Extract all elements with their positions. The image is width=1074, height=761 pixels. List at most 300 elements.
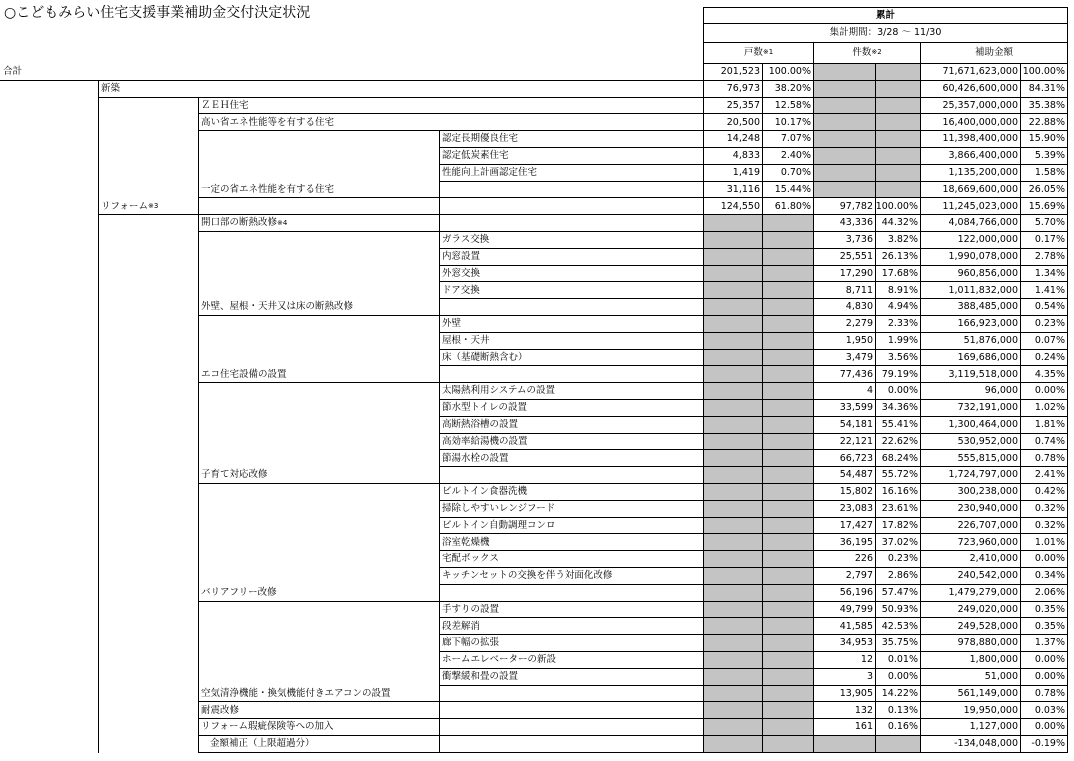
- cell-cases-pct: 34.36%: [875, 400, 920, 417]
- cell-units-pct: [762, 467, 813, 484]
- cell-amount-pct: 2.78%: [1020, 249, 1068, 266]
- cell-cases-pct: 0.23%: [875, 551, 920, 568]
- cell-amount: 51,000: [920, 669, 1020, 686]
- cell-amount-pct: 15.69%: [1020, 198, 1068, 215]
- cell-amount-pct: 1.37%: [1020, 635, 1068, 652]
- row-label: [439, 266, 703, 283]
- row-label-text: 手すりの設置: [442, 603, 500, 615]
- cell-units: [703, 232, 762, 249]
- cell-units-pct: 61.80%: [762, 198, 813, 215]
- cell-cases-pct: [875, 131, 920, 148]
- cell-cases-pct: [875, 64, 920, 81]
- cell-amount: 249,020,000: [920, 602, 1020, 619]
- cell-cases: 43,336: [813, 215, 875, 232]
- cell-amount-pct: 15.90%: [1020, 131, 1068, 148]
- cell-amount: 1,479,279,000: [920, 585, 1020, 602]
- cell-amount-pct: 1.34%: [1020, 266, 1068, 283]
- cell-amount: 11,245,023,000: [920, 198, 1020, 215]
- cell-amount-pct: 0.00%: [1020, 719, 1068, 736]
- row-label: [439, 282, 703, 299]
- cell-cases: 54,181: [813, 417, 875, 434]
- cell-units: [703, 618, 762, 635]
- cell-units: [703, 450, 762, 467]
- cell-units: 76,973: [703, 81, 762, 98]
- row-label: [439, 652, 703, 669]
- row-label: [439, 484, 703, 501]
- cell-units: [703, 736, 762, 753]
- cell-amount: 51,876,000: [920, 333, 1020, 350]
- cell-cases: 2,797: [813, 568, 875, 585]
- cell-units: [703, 266, 762, 283]
- cell-units: 1,419: [703, 165, 762, 182]
- cell-amount: 1,800,000: [920, 652, 1020, 669]
- cell-units: 14,248: [703, 131, 762, 148]
- cell-amount-pct: 0.54%: [1020, 299, 1068, 316]
- cell-amount: 18,669,600,000: [920, 182, 1020, 199]
- cell-amount: 530,952,000: [920, 434, 1020, 451]
- cell-amount: 122,000,000: [920, 232, 1020, 249]
- row-label-note: ※4: [277, 218, 288, 227]
- cell-units: [703, 215, 762, 232]
- cell-amount-pct: 100.00%: [1020, 64, 1068, 81]
- cell-amount: 60,426,600,000: [920, 81, 1020, 98]
- cell-units-pct: 10.17%: [762, 114, 813, 131]
- cell-amount: 71,671,623,000: [920, 64, 1020, 81]
- cell-units: [703, 702, 762, 719]
- cell-cases-pct: 3.56%: [875, 350, 920, 367]
- row-label: [198, 719, 703, 736]
- cell-cases: 12: [813, 652, 875, 669]
- header-units-label: 戸数: [743, 46, 763, 58]
- cell-units: [703, 484, 762, 501]
- cell-amount: 96,000: [920, 383, 1020, 400]
- row-label: [439, 635, 703, 652]
- cell-units: [703, 551, 762, 568]
- cell-units: [703, 249, 762, 266]
- row-label-text: 金額補正（上限超過分）: [210, 738, 315, 750]
- cell-amount: 1,724,797,000: [920, 467, 1020, 484]
- header-period: 集計期間：3/28 ～ 11/30: [703, 23, 1068, 43]
- cell-units: [703, 686, 762, 703]
- row-label-text: 掃除しやすいレンジフード: [442, 502, 556, 514]
- cell-amount: 1,135,200,000: [920, 165, 1020, 182]
- cell-units-pct: [762, 618, 813, 635]
- cell-amount-pct: 22.88%: [1020, 114, 1068, 131]
- cell-cases: 132: [813, 702, 875, 719]
- row-label-text: 耐震改修: [201, 704, 240, 716]
- row-label: [198, 215, 703, 232]
- cell-units: [703, 350, 762, 367]
- cell-cases-pct: 79.19%: [875, 366, 920, 383]
- row-label-text: 屋根・天井: [442, 334, 490, 346]
- cell-amount-pct: 1.58%: [1020, 165, 1068, 182]
- cell-cases-pct: [875, 114, 920, 131]
- cell-units: 20,500: [703, 114, 762, 131]
- row-label-text: 合計: [3, 66, 23, 78]
- row-label: [198, 114, 703, 131]
- cell-cases-pct: 2.33%: [875, 316, 920, 333]
- cell-amount: 19,950,000: [920, 702, 1020, 719]
- cell-units: 124,550: [703, 198, 762, 215]
- cell-units-pct: [762, 669, 813, 686]
- cell-amount: 240,542,000: [920, 568, 1020, 585]
- cell-cases: 2,279: [813, 316, 875, 333]
- cell-amount-pct: 0.74%: [1020, 434, 1068, 451]
- cell-cases-pct: 55.41%: [875, 417, 920, 434]
- cell-cases: 66,723: [813, 450, 875, 467]
- cell-cases-pct: 0.13%: [875, 702, 920, 719]
- cell-units-pct: [762, 215, 813, 232]
- row-label-text: 衝撃緩和畳の設置: [442, 670, 519, 682]
- row-label: [98, 198, 703, 215]
- cell-cases-pct: [875, 736, 920, 753]
- cell-units-pct: [762, 333, 813, 350]
- cell-amount: 555,815,000: [920, 450, 1020, 467]
- row-label-text: リフォーム瑕疵保険等への加入: [201, 721, 334, 733]
- row-label: [439, 417, 703, 434]
- row-label-text: 廊下幅の拡張: [442, 637, 500, 649]
- row-label-text: 外壁: [442, 318, 462, 330]
- cell-cases-pct: 55.72%: [875, 467, 920, 484]
- cell-amount: 1,127,000: [920, 719, 1020, 736]
- row-label-text: 新築: [101, 82, 121, 94]
- cell-units-pct: [762, 266, 813, 283]
- cell-amount-pct: 0.42%: [1020, 484, 1068, 501]
- cell-cases-pct: 17.68%: [875, 266, 920, 283]
- cell-units: [703, 602, 762, 619]
- cell-cases: [813, 64, 875, 81]
- cell-amount-pct: 0.35%: [1020, 602, 1068, 619]
- cell-cases: 15,802: [813, 484, 875, 501]
- cell-units: 201,523: [703, 64, 762, 81]
- cell-amount-pct: 0.32%: [1020, 518, 1068, 535]
- cell-units-pct: [762, 501, 813, 518]
- cell-amount-pct: 0.00%: [1020, 669, 1068, 686]
- cell-units-pct: [762, 316, 813, 333]
- row-label-text: 内窓設置: [442, 250, 481, 262]
- cell-units-pct: [762, 585, 813, 602]
- cell-amount-pct: 0.00%: [1020, 551, 1068, 568]
- cell-amount-pct: 0.35%: [1020, 618, 1068, 635]
- cell-amount-pct: 1.81%: [1020, 417, 1068, 434]
- cell-amount: 226,707,000: [920, 518, 1020, 535]
- cell-amount-pct: 84.31%: [1020, 81, 1068, 98]
- cell-units: [703, 316, 762, 333]
- cell-units-pct: 0.70%: [762, 165, 813, 182]
- row-label: [439, 383, 703, 400]
- cell-units-pct: [762, 383, 813, 400]
- cell-units-pct: 15.44%: [762, 182, 813, 199]
- row-label: [439, 350, 703, 367]
- cell-cases-pct: [875, 98, 920, 115]
- cell-cases-pct: 22.62%: [875, 434, 920, 451]
- cell-cases: 226: [813, 551, 875, 568]
- cell-cases-pct: 0.00%: [875, 383, 920, 400]
- cell-amount: 169,686,000: [920, 350, 1020, 367]
- row-label: [439, 618, 703, 635]
- cell-cases: 3: [813, 669, 875, 686]
- row-label: [198, 702, 703, 719]
- row-label-text: 性能向上計画認定住宅: [442, 166, 538, 178]
- row-label: [439, 518, 703, 535]
- header-units: [703, 42, 813, 64]
- cell-units: [703, 383, 762, 400]
- cell-amount: 1,990,078,000: [920, 249, 1020, 266]
- cell-cases: 33,599: [813, 400, 875, 417]
- cell-amount: 2,410,000: [920, 551, 1020, 568]
- cell-amount: 166,923,000: [920, 316, 1020, 333]
- cell-amount-pct: 5.39%: [1020, 148, 1068, 165]
- row-label: [198, 585, 703, 602]
- cell-amount: 723,960,000: [920, 534, 1020, 551]
- row-label-text: ＺＥＨ住宅: [201, 99, 249, 111]
- cell-units-pct: [762, 484, 813, 501]
- cell-units-pct: [762, 400, 813, 417]
- row-label-text: 外窓交換: [442, 267, 481, 279]
- cell-units: [703, 568, 762, 585]
- cell-units-pct: 2.40%: [762, 148, 813, 165]
- cell-units-pct: 38.20%: [762, 81, 813, 98]
- cell-cases: 22,121: [813, 434, 875, 451]
- cell-cases: 4,830: [813, 299, 875, 316]
- cell-cases: 17,427: [813, 518, 875, 535]
- cell-units-pct: [762, 366, 813, 383]
- cell-units: [703, 434, 762, 451]
- row-label: [439, 232, 703, 249]
- row-label: [198, 182, 703, 199]
- header-amount: 補助金額: [920, 42, 1068, 64]
- cell-cases: 3,479: [813, 350, 875, 367]
- row-label: [198, 299, 703, 316]
- row-label: [439, 501, 703, 518]
- cell-cases: 4: [813, 383, 875, 400]
- cell-cases: 25,551: [813, 249, 875, 266]
- row-label: [439, 131, 703, 148]
- cell-cases-pct: 17.82%: [875, 518, 920, 535]
- cell-amount: 388,485,000: [920, 299, 1020, 316]
- cell-cases-pct: 0.16%: [875, 719, 920, 736]
- cell-amount: 978,880,000: [920, 635, 1020, 652]
- cell-units: 25,357: [703, 98, 762, 115]
- cell-amount: 3,119,518,000: [920, 366, 1020, 383]
- row-label: [198, 366, 703, 383]
- row-label-text: 浴室乾燥機: [442, 536, 490, 548]
- cell-amount: 25,357,000,000: [920, 98, 1020, 115]
- cell-amount-pct: 0.34%: [1020, 568, 1068, 585]
- cell-amount-pct: 0.07%: [1020, 333, 1068, 350]
- cell-units: [703, 669, 762, 686]
- cell-cases: 161: [813, 719, 875, 736]
- cell-cases-pct: 37.02%: [875, 534, 920, 551]
- row-label-text: 節水型トイレの設置: [442, 402, 528, 414]
- cell-cases-pct: 14.22%: [875, 686, 920, 703]
- cell-amount-pct: -0.19%: [1020, 736, 1068, 753]
- row-label-text: 高効率給湯機の設置: [442, 435, 528, 447]
- cell-cases-pct: 1.99%: [875, 333, 920, 350]
- row-label: [439, 316, 703, 333]
- row-label-text: 節湯水栓の設置: [442, 452, 509, 464]
- cell-cases-pct: 2.86%: [875, 568, 920, 585]
- cell-amount-pct: 0.23%: [1020, 316, 1068, 333]
- cell-cases: 77,436: [813, 366, 875, 383]
- cell-amount: 4,084,766,000: [920, 215, 1020, 232]
- cell-cases: 3,736: [813, 232, 875, 249]
- cell-cases-pct: 4.94%: [875, 299, 920, 316]
- cell-units-pct: [762, 702, 813, 719]
- cell-units: 31,116: [703, 182, 762, 199]
- cell-amount: 561,149,000: [920, 686, 1020, 703]
- cell-units: [703, 400, 762, 417]
- row-label: [198, 98, 703, 115]
- row-label: [439, 333, 703, 350]
- cell-amount: 11,398,400,000: [920, 131, 1020, 148]
- cell-cases: [813, 148, 875, 165]
- cell-amount-pct: 35.38%: [1020, 98, 1068, 115]
- cell-cases-pct: 0.01%: [875, 652, 920, 669]
- row-label: [439, 669, 703, 686]
- cell-cases-pct: 8.91%: [875, 282, 920, 299]
- cell-cases: [813, 165, 875, 182]
- cell-units: [703, 635, 762, 652]
- cell-units: [703, 333, 762, 350]
- row-label: [439, 568, 703, 585]
- cell-cases-pct: 26.13%: [875, 249, 920, 266]
- cell-units: [703, 366, 762, 383]
- row-label: [439, 450, 703, 467]
- cell-amount-pct: 1.41%: [1020, 282, 1068, 299]
- cell-units-pct: 100.00%: [762, 64, 813, 81]
- row-label-text: キッチンセットの交換を伴う対面化改修: [442, 570, 613, 582]
- cell-cases: 97,782: [813, 198, 875, 215]
- cell-amount-pct: 5.70%: [1020, 215, 1068, 232]
- cell-cases-pct: [875, 165, 920, 182]
- cell-units: [703, 299, 762, 316]
- cell-units-pct: [762, 602, 813, 619]
- cell-cases: 13,905: [813, 686, 875, 703]
- cell-amount: 230,940,000: [920, 501, 1020, 518]
- cell-cases-pct: 57.47%: [875, 585, 920, 602]
- cell-amount-pct: 0.78%: [1020, 450, 1068, 467]
- cell-amount: -134,048,000: [920, 736, 1020, 753]
- cell-cases: 23,083: [813, 501, 875, 518]
- cell-units-pct: [762, 282, 813, 299]
- cell-units-pct: [762, 719, 813, 736]
- row-label-text: 高断熱浴槽の設置: [442, 418, 519, 430]
- row-label: [439, 602, 703, 619]
- header-cases-label: 件数: [852, 46, 872, 58]
- cell-cases-pct: 50.93%: [875, 602, 920, 619]
- cell-units: [703, 585, 762, 602]
- row-label-text: ビルトイン食器洗機: [442, 486, 528, 498]
- row-label-text: 外壁、屋根・天井又は床の断熱改修: [201, 301, 354, 313]
- row-label-text: 高い省エネ性能等を有する住宅: [201, 116, 335, 128]
- cell-cases: 34,953: [813, 635, 875, 652]
- row-label-note: ※3: [148, 201, 159, 210]
- cell-cases-pct: [875, 148, 920, 165]
- row-label-text: 太陽熱利用システムの設置: [442, 385, 556, 397]
- header-cases-note: ※2: [871, 48, 882, 56]
- row-label-text: 認定低炭素住宅: [442, 150, 509, 162]
- row-label-text: 段差解消: [442, 620, 481, 632]
- cell-cases: 41,585: [813, 618, 875, 635]
- row-label-text: ガラス交換: [442, 234, 490, 246]
- row-label: [439, 400, 703, 417]
- page-title: ○こどもみらい住宅支援事業補助金交付決定状況: [4, 5, 311, 21]
- row-label-text: 宅配ボックス: [442, 553, 499, 565]
- cell-amount-pct: 0.32%: [1020, 501, 1068, 518]
- hierarchy-rule: [439, 131, 440, 753]
- cell-units-pct: [762, 551, 813, 568]
- cell-amount-pct: 2.41%: [1020, 467, 1068, 484]
- cell-units-pct: [762, 350, 813, 367]
- cell-amount-pct: 26.05%: [1020, 182, 1068, 199]
- row-label: [439, 551, 703, 568]
- cell-units-pct: [762, 417, 813, 434]
- row-label: [439, 434, 703, 451]
- cell-units-pct: [762, 635, 813, 652]
- row-label-text: バリアフリー改修: [201, 586, 277, 598]
- cell-amount: 1,300,464,000: [920, 417, 1020, 434]
- cell-amount-pct: 0.24%: [1020, 350, 1068, 367]
- cell-cases: [813, 98, 875, 115]
- cell-units-pct: 12.58%: [762, 98, 813, 115]
- cell-cases-pct: 35.75%: [875, 635, 920, 652]
- cell-units-pct: [762, 249, 813, 266]
- cell-cases-pct: 23.61%: [875, 501, 920, 518]
- cell-cases-pct: 16.16%: [875, 484, 920, 501]
- cell-cases: 1,950: [813, 333, 875, 350]
- cell-cases-pct: 3.82%: [875, 232, 920, 249]
- row-label: [198, 736, 703, 753]
- row-label: [439, 148, 703, 165]
- cell-cases-pct: 44.32%: [875, 215, 920, 232]
- row-label: [439, 249, 703, 266]
- cell-units-pct: [762, 534, 813, 551]
- row-label-text: ホームエレベーターの新設: [442, 654, 557, 666]
- row-label: [0, 64, 703, 81]
- row-label-text: 子育て対応改修: [201, 469, 268, 481]
- row-label: [198, 467, 703, 484]
- row-label-text: リフォーム: [101, 200, 149, 212]
- cell-units-pct: [762, 568, 813, 585]
- cell-units: [703, 467, 762, 484]
- row-label-text: 床（基礎断熱含む）: [442, 351, 528, 363]
- row-label-text: 開口部の断熱改修: [201, 217, 278, 229]
- cell-cases: [813, 736, 875, 753]
- cell-units-pct: [762, 736, 813, 753]
- cell-cases: [813, 131, 875, 148]
- cell-cases: 54,487: [813, 467, 875, 484]
- cell-units-pct: [762, 652, 813, 669]
- row-label: [439, 165, 703, 182]
- cell-cases: 8,711: [813, 282, 875, 299]
- row-label-text: 一定の省エネ性能を有する住宅: [201, 183, 335, 195]
- cell-amount-pct: 0.00%: [1020, 652, 1068, 669]
- row-label-text: 空気清浄機能・換気機能付きエアコンの設置: [201, 687, 391, 699]
- cell-cases: [813, 182, 875, 199]
- cell-cases: 17,290: [813, 266, 875, 283]
- cell-amount: 732,191,000: [920, 400, 1020, 417]
- cell-units: 4,833: [703, 148, 762, 165]
- cell-units: [703, 417, 762, 434]
- cell-units-pct: [762, 518, 813, 535]
- cell-amount-pct: 1.01%: [1020, 534, 1068, 551]
- header-cases: [813, 42, 920, 64]
- cell-amount: 300,238,000: [920, 484, 1020, 501]
- cell-units: [703, 501, 762, 518]
- cell-units-pct: [762, 299, 813, 316]
- cell-units-pct: 7.07%: [762, 131, 813, 148]
